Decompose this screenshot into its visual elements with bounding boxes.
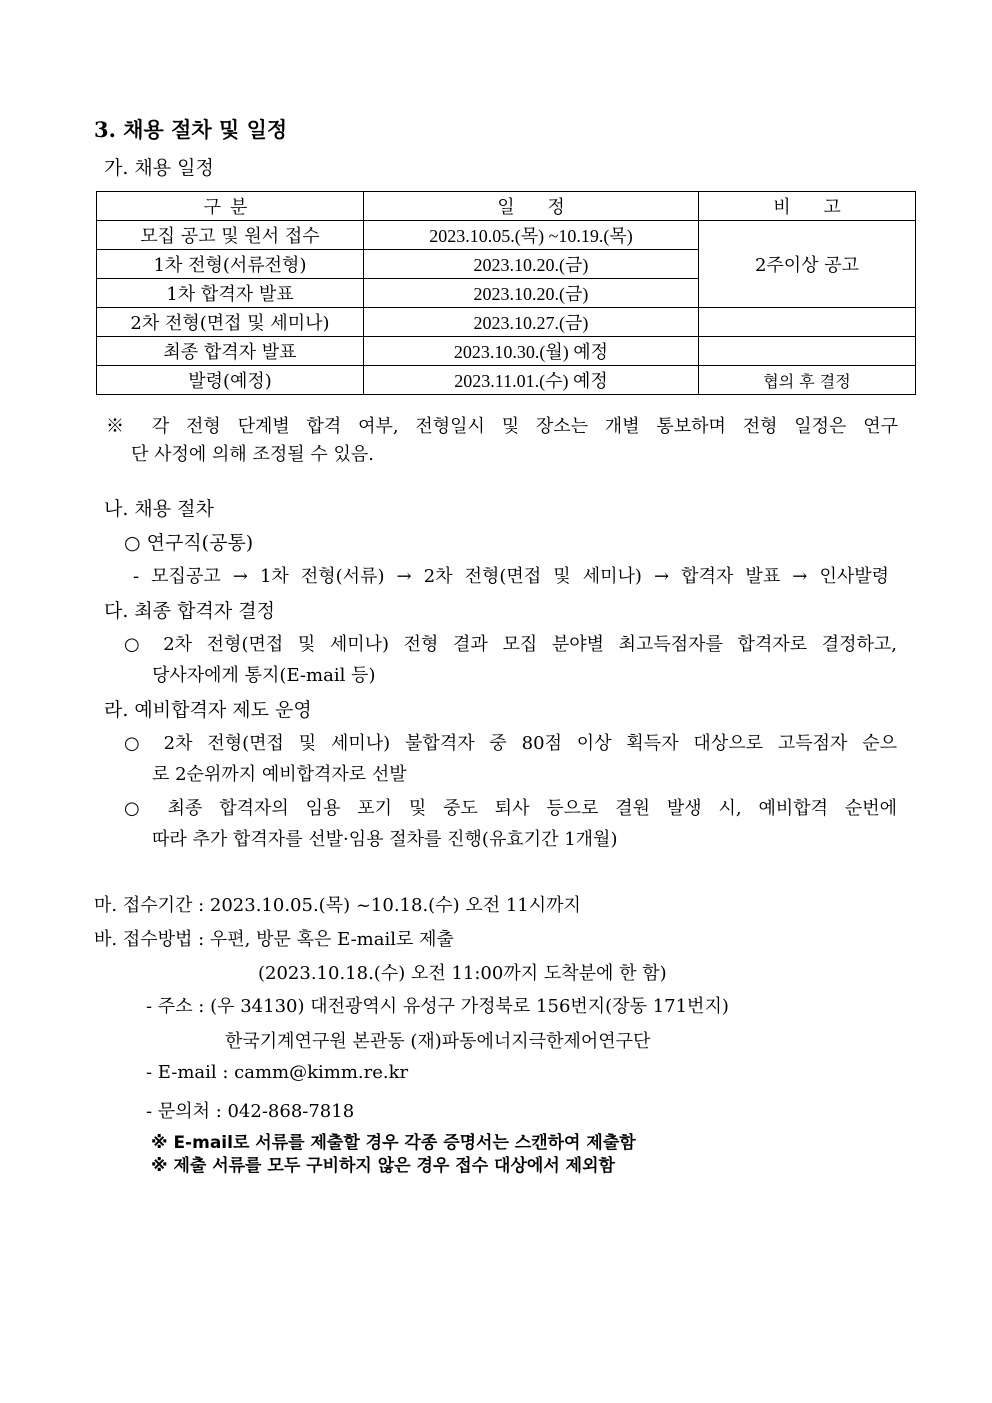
- merged-remark: 2주이상 공고: [699, 221, 916, 308]
- email: - E-mail : camm@kimm.re.kr: [146, 1062, 409, 1083]
- row-remark: [699, 337, 916, 366]
- table-header-row: [97, 192, 916, 221]
- row-label: 2차 전형(면접 및 세미나): [97, 308, 364, 337]
- row-remark: [699, 308, 916, 337]
- procedure-flow: - 모집공고 → 1차 전형(서류) → 2차 전형(면접 및 세미나) → 합격자 발표 → 인사발령: [133, 566, 889, 587]
- address-continued: 한국기계연구원 본관동 (재)파동에너지극한제어연구단: [225, 1031, 651, 1052]
- table-row: [97, 308, 916, 337]
- row-label: 발령(예정): [97, 366, 364, 395]
- address: - 주소 : (우 34130) 대전광역시 유성구 가정북로 156번지(장동 171번지): [146, 996, 729, 1017]
- table-note-continued: 단 사정에 의해 조정될 수 있음.: [131, 444, 374, 465]
- schedule-table: [96, 191, 916, 395]
- section-title: 3. 채용 절차 및 일정: [94, 117, 288, 142]
- subheading-schedule: 가. 채용 일정: [104, 157, 214, 179]
- row-label: 1차 합격자 발표: [97, 279, 364, 308]
- row-date: 2023.11.01.(수) 예정: [364, 366, 699, 395]
- reserve-item-2-continued: 따라 추가 합격자를 선발·임용 절차를 진행(유효기간 1개월): [152, 829, 618, 850]
- application-period: 마. 접수기간 : 2023.10.05.(목) ~10.18.(수) 오전 11시까지: [94, 895, 581, 916]
- subheading-procedure: 나. 채용 절차: [104, 498, 214, 520]
- row-label: 1차 전형(서류전형): [97, 250, 364, 279]
- row-date: 2023.10.20.(금): [364, 250, 699, 279]
- subheading-final-decision: 다. 최종 합격자 결정: [104, 600, 275, 622]
- notice-incomplete-documents: ※ 제출 서류를 모두 구비하지 않은 경우 접수 대상에서 제외함: [151, 1156, 615, 1176]
- table-row: [97, 366, 916, 395]
- final-decision-text: ○ 2차 전형(면접 및 세미나) 전형 결과 모집 분야별 최고득점자를 합격자로 결정하고,: [124, 634, 897, 655]
- row-label: 모집 공고 및 원서 접수: [97, 221, 364, 250]
- reserve-item-1: ○ 2차 전형(면접 및 세미나) 불합격자 중 80점 이상 획득자 대상으로 고득점자 순으: [124, 733, 897, 754]
- row-date: 2023.10.05.(목) ~10.19.(목): [364, 221, 699, 250]
- header-schedule: 일 정: [364, 192, 699, 221]
- row-date: 2023.10.27.(금): [364, 308, 699, 337]
- table-note: ※ 각 전형 단계별 합격 여부, 전형일시 및 장소는 개별 통보하며 전형 일정은 연구: [106, 416, 898, 437]
- row-date: 2023.10.30.(월) 예정: [364, 337, 699, 366]
- row-label: 최종 합격자 발표: [97, 337, 364, 366]
- header-remarks: 비 고: [699, 192, 916, 221]
- header-category: 구분: [97, 192, 364, 221]
- table-row: [97, 337, 916, 366]
- contact-phone: - 문의처 : 042-868-7818: [146, 1101, 355, 1122]
- reserve-item-1-continued: 로 2순위까지 예비합격자로 선발: [152, 764, 407, 785]
- procedure-item: ○ 연구직(공통): [124, 532, 254, 554]
- notice-email-submission: ※ E-mail로 서류를 제출할 경우 각종 증명서는 스캔하여 제출함: [151, 1133, 636, 1153]
- application-deadline: (2023.10.18.(수) 오전 11:00까지 도착분에 한 함): [258, 963, 667, 984]
- application-method: 바. 접수방법 : 우편, 방문 혹은 E-mail로 제출: [94, 929, 454, 950]
- reserve-item-2: ○ 최종 합격자의 임용 포기 및 중도 퇴사 등으로 결원 발생 시, 예비합격 순번에: [124, 798, 897, 819]
- row-remark: 협의 후 결정: [699, 366, 916, 395]
- final-decision-text-continued: 당사자에게 통지(E-mail 등): [152, 665, 376, 686]
- row-date: 2023.10.20.(금): [364, 279, 699, 308]
- subheading-reserve: 라. 예비합격자 제도 운영: [104, 699, 312, 721]
- table-row: [97, 221, 916, 250]
